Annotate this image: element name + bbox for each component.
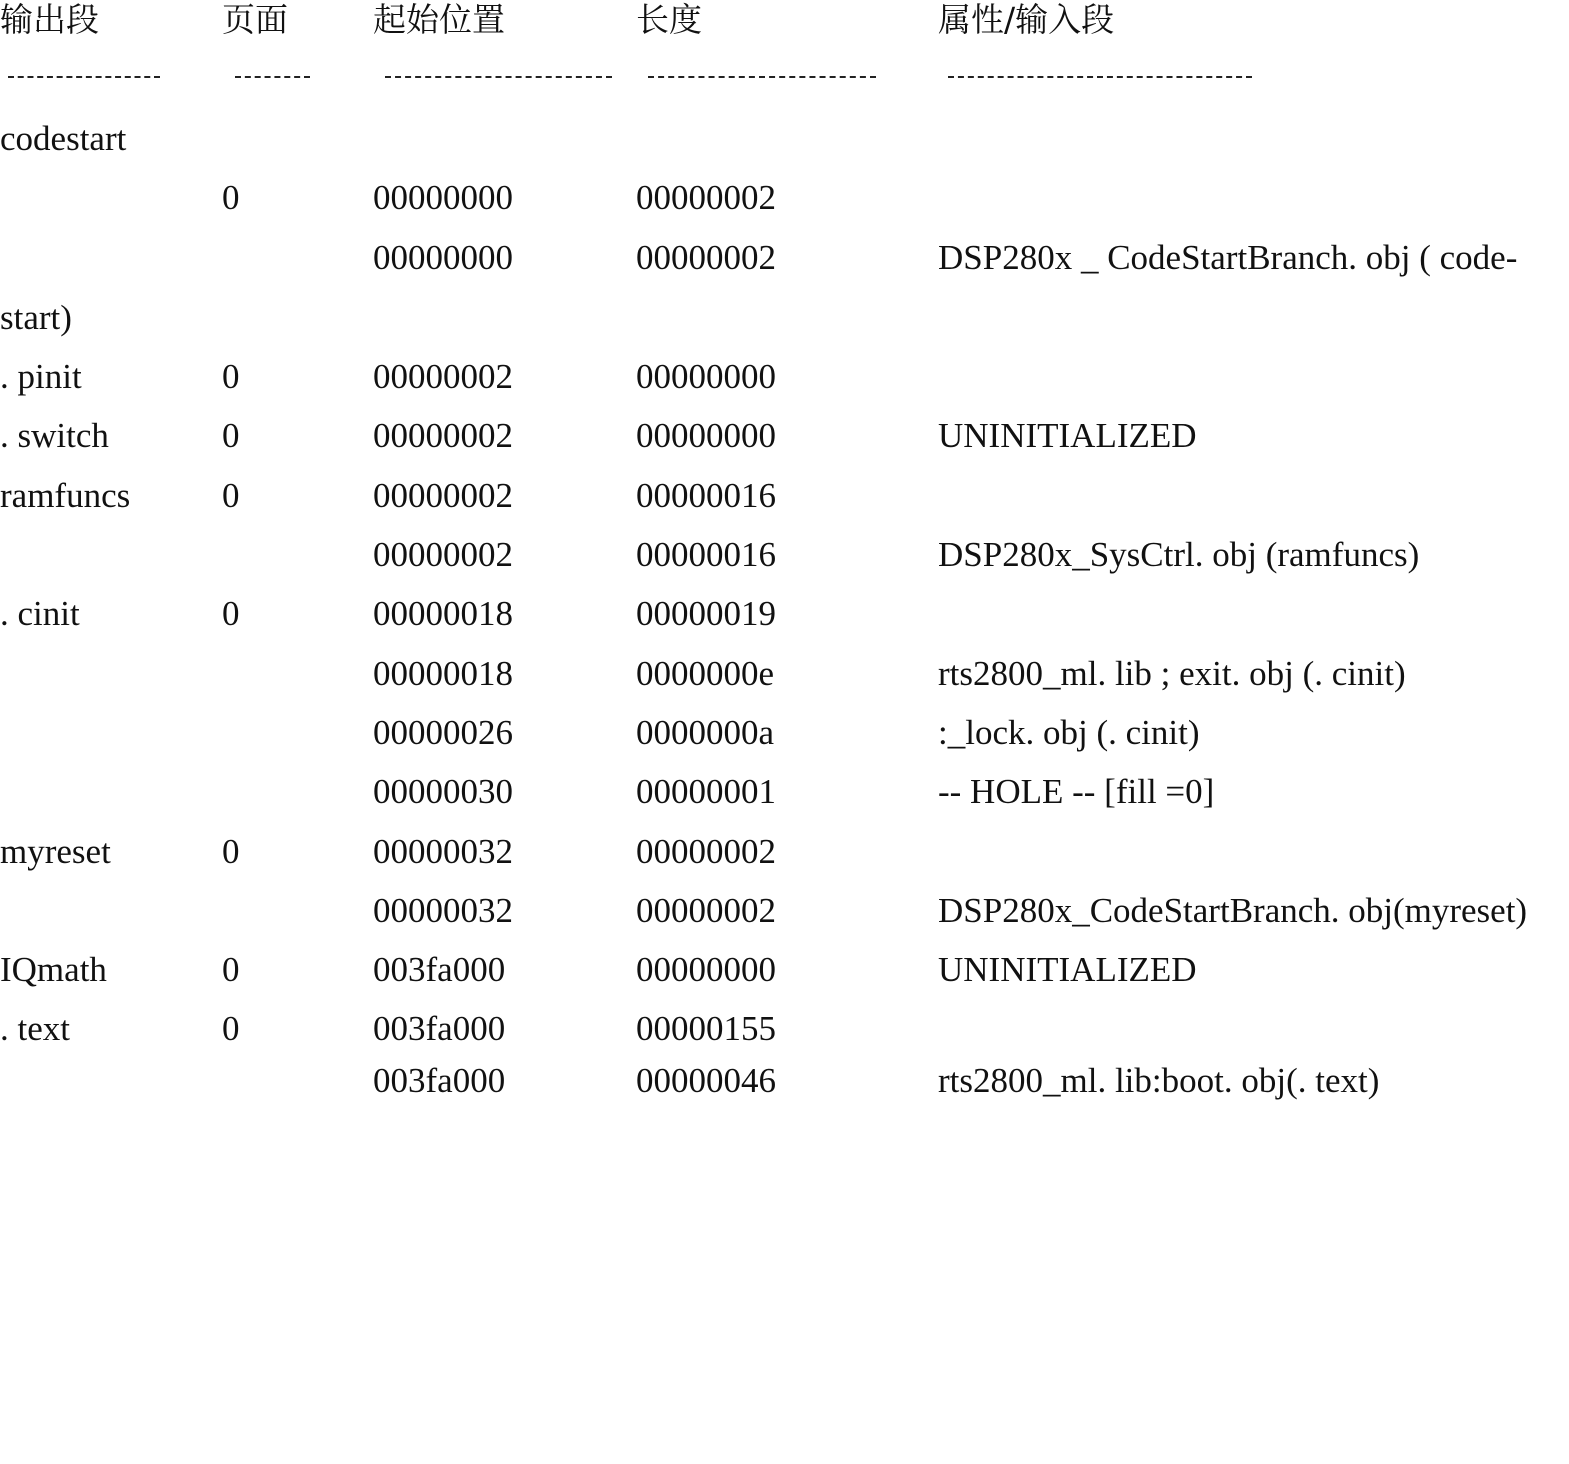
- length-value: 0000000e: [636, 654, 775, 693]
- length-value: 00000000: [636, 950, 776, 989]
- length-value: 00000016: [636, 535, 776, 574]
- attribute-value: -- HOLE -- [fill =0]: [938, 772, 1215, 811]
- table-row: [0, 940, 1569, 999]
- page-value: 0: [222, 178, 240, 217]
- origin-value: 00000026: [373, 713, 513, 752]
- origin-value: 00000032: [373, 832, 513, 871]
- origin-value: 00000018: [373, 654, 513, 693]
- length-value: 00000016: [636, 476, 776, 515]
- section-name: . pinit: [0, 357, 82, 396]
- page-value: 0: [222, 1009, 240, 1048]
- length-value: 00000000: [636, 357, 776, 396]
- section-name: myreset: [0, 832, 111, 871]
- length-value: 00000046: [636, 1061, 776, 1100]
- length-value: 00000002: [636, 178, 776, 217]
- origin-value: 00000018: [373, 594, 513, 633]
- origin-value: 003fa000: [373, 1009, 506, 1048]
- page-value: 0: [222, 357, 240, 396]
- table-row: [0, 466, 1569, 525]
- header-origin: 起始位置: [373, 0, 505, 39]
- origin-value: 00000002: [373, 416, 513, 455]
- origin-value: 00000002: [373, 476, 513, 515]
- table-row: [0, 822, 1569, 881]
- table-row: [0, 881, 1569, 940]
- header-length: 长度: [636, 0, 702, 39]
- page-value: 0: [222, 416, 240, 455]
- section-name: . text: [0, 1009, 70, 1048]
- origin-value: 003fa000: [373, 950, 506, 989]
- length-value: 0000000a: [636, 713, 775, 752]
- attribute-value: rts2800_ml. lib ; exit. obj (. cinit): [938, 654, 1406, 693]
- separator-page: [235, 76, 310, 78]
- attribute-value: DSP280x _ CodeStartBranch. obj ( code-: [938, 238, 1518, 277]
- table-row: [0, 1051, 1569, 1110]
- attribute-value: rts2800_ml. lib:boot. obj(. text): [938, 1061, 1380, 1100]
- origin-value: 003fa000: [373, 1061, 506, 1100]
- length-value: 00000019: [636, 594, 776, 633]
- table-row: [0, 288, 1569, 347]
- attribute-value: UNINITIALIZED: [938, 950, 1197, 989]
- table-row: [0, 999, 1569, 1058]
- table-row: [0, 406, 1569, 465]
- attribute-value: DSP280x_CodeStartBranch. obj(myreset): [938, 891, 1528, 930]
- length-value: 00000002: [636, 832, 776, 871]
- table-row: [0, 584, 1569, 643]
- section-name: . switch: [0, 416, 109, 455]
- table-row: [0, 228, 1569, 287]
- header-output-section: 输出段: [0, 0, 99, 39]
- page-value: 0: [222, 950, 240, 989]
- section-name: IQmath: [0, 950, 107, 989]
- table-row: [0, 347, 1569, 406]
- page-value: 0: [222, 832, 240, 871]
- length-value: 00000155: [636, 1009, 776, 1048]
- length-value: 00000002: [636, 891, 776, 930]
- table-row: [0, 762, 1569, 821]
- length-value: 00000001: [636, 772, 776, 811]
- origin-value: 00000032: [373, 891, 513, 930]
- attribute-value: DSP280x_SysCtrl. obj (ramfuncs): [938, 535, 1420, 574]
- section-name: ramfuncs: [0, 476, 131, 515]
- origin-value: 00000002: [373, 357, 513, 396]
- header-attributes: 属性/输入段: [938, 0, 1115, 39]
- header-page: 页面: [222, 0, 288, 39]
- separator-origin: [385, 76, 612, 78]
- section-name: start): [0, 298, 72, 337]
- table-row: [0, 644, 1569, 703]
- table-row: [0, 703, 1569, 762]
- attribute-value: UNINITIALIZED: [938, 416, 1197, 455]
- origin-value: 00000000: [373, 178, 513, 217]
- length-value: 00000000: [636, 416, 776, 455]
- header-row: [0, 0, 1569, 49]
- origin-value: 00000030: [373, 772, 513, 811]
- table-row: [0, 109, 1569, 168]
- section-name: codestart: [0, 119, 127, 158]
- separator-attributes: [948, 76, 1252, 78]
- length-value: 00000002: [636, 238, 776, 277]
- attribute-value: :_lock. obj (. cinit): [938, 713, 1200, 752]
- section-name: . cinit: [0, 594, 80, 633]
- origin-value: 00000002: [373, 535, 513, 574]
- origin-value: 00000000: [373, 238, 513, 277]
- page-value: 0: [222, 594, 240, 633]
- table-row: [0, 525, 1569, 584]
- table-row: [0, 168, 1569, 227]
- page-value: 0: [222, 476, 240, 515]
- separator-length: [648, 76, 876, 78]
- separator-output-section: [8, 76, 160, 78]
